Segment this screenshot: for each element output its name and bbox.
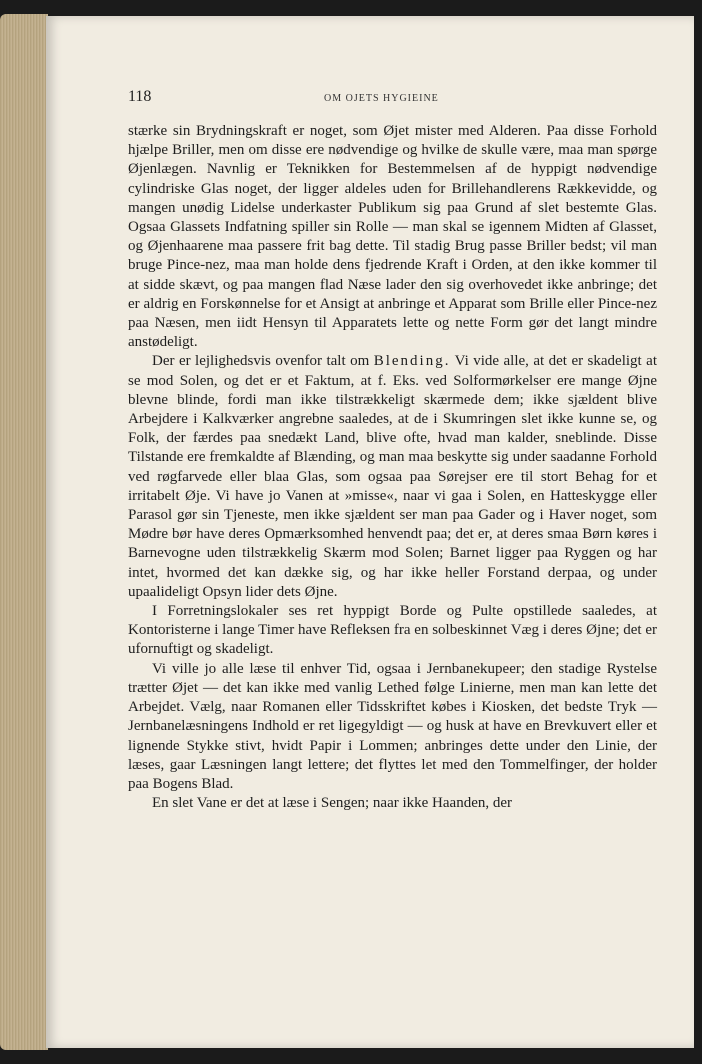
running-title: OM OJETS HYGIEINE xyxy=(324,93,439,104)
paragraph-4: Vi ville jo alle læse til enhver Tid, ogsaa i Jernbanekupeer; den stadige Rystelse trætter Øjet — det kan ikke med vanlig Lethed følge Linierne, men man kan lette det Arbejdet. Vælg, naar Romanen eller Tidsskriftet købes i Kiosken, det bedste Tryk — Jernbanelæsningens Indhold er ret ligegyldigt — og husk at have en Brevkuvert eller et lignende Stykke stivt, hvidt Papir i Lommen; anbringes dette under den Linie, der læses, gaar Læsningen langt lettere; det flyttes let med den Tommelfinger, der holder paa Bogens Blad. xyxy=(128,660,657,792)
paragraph-1: stærke sin Brydningskraft er noget, som Øjet mister med Alderen. Paa disse Forhold hjælpe Briller, men om disse ere nødvendige og hvilke de skulle være, maa man spørge Øjenlægen. Navnlig er Teknikken for Bestemmelsen af de hyppigt nødvendige cylindriske Glas noget, der ligger aldeles uden for Brillehandlerens Rækkevidde, og mangen unødig Lidelse underkaster Publikum sig paa Grund af slet bestemte Glas. Ogsaa Glassets Indfatning spiller sin Rolle — man skal se igennem Midten af Glasset, og Øjenhaarene maa passere frit bag dette. Til stadig Brug passe Briller bedst; vil man bruge Pince-nez, maa man holde dens fjedrende Kraft i Orden, at den ikke kommer til at sidde skævt, og paa mangen flad Næse lader den sig overhovedet ikke anbringe; det er aldrig en Forskønnelse for et Ansigt at anbringe et Apparat som Brille eller Pince-nez paa Næsen, men iidt Hensyn til Apparatets lette og nette Form gør det langt mindre anstødeligt. xyxy=(128,123,657,351)
paragraph-3: I Forretningslokaler ses ret hyppigt Borde og Pulte opstillede saaledes, at Kontoristerne i lange Timer have Refleksen fra en solbeskinnet Væg i deres Øjne; det er ufornuftigt og skadeligt. xyxy=(128,603,657,658)
body-text xyxy=(128,122,657,813)
paragraph-5: En slet Vane er det at læse i Sengen; naar ikke Haanden, der xyxy=(152,795,513,812)
page-number: 118 xyxy=(128,88,152,105)
emphasized-term: Blending. xyxy=(373,353,451,370)
paragraph-2 xyxy=(128,352,657,602)
page-header xyxy=(128,88,648,108)
book-page-edges xyxy=(0,14,48,1050)
paragraph-2-rest: Vi vide alle, at det er skadeligt at se mod Solen, og det er et Faktum, at f. Eks. ved Solformørkelser ere mange Øjne blevne blinde, fordi man ikke tilstrækkeligt skærmede dem; ikke sjældent blive Arbejdere i Kalkværker angrebne saaledes, at de i Skumringen slet ikke kunne se, og Folk, der færdes paa snedækt Land, blive ofte, hvad man kalder, sneblinde. Disse Tilstande ere fremkaldte af Blænding, og man maa beskytte sig under saadanne Forhold ved røgfarvede eller blaa Glas, som ogsaa paa Sørejser ere til stort Behag for et irritabelt Øje. Vi have jo Vanen at »misse«, naar vi gaa i Solen, en Hatteskygge eller Parasol gør sin Tjeneste, men ikke sjældent ser man paa Gader og i Haver noget, som Mødre bør have deres Opmærksomhed henvendt paa; det er, at deres smaa Børn køres i Barnevogne uden tilstrækkelig Skærm mod Solen; Barnet ligger paa Ryggen og har intet, hvormed det kan dække sig, og har ikke heller Forstand derpaa, og under upaalideligt Opsyn lider dets Øjne. xyxy=(128,353,657,600)
paragraph-2-start: Der er lejlighedsvis ovenfor talt om xyxy=(152,353,374,370)
